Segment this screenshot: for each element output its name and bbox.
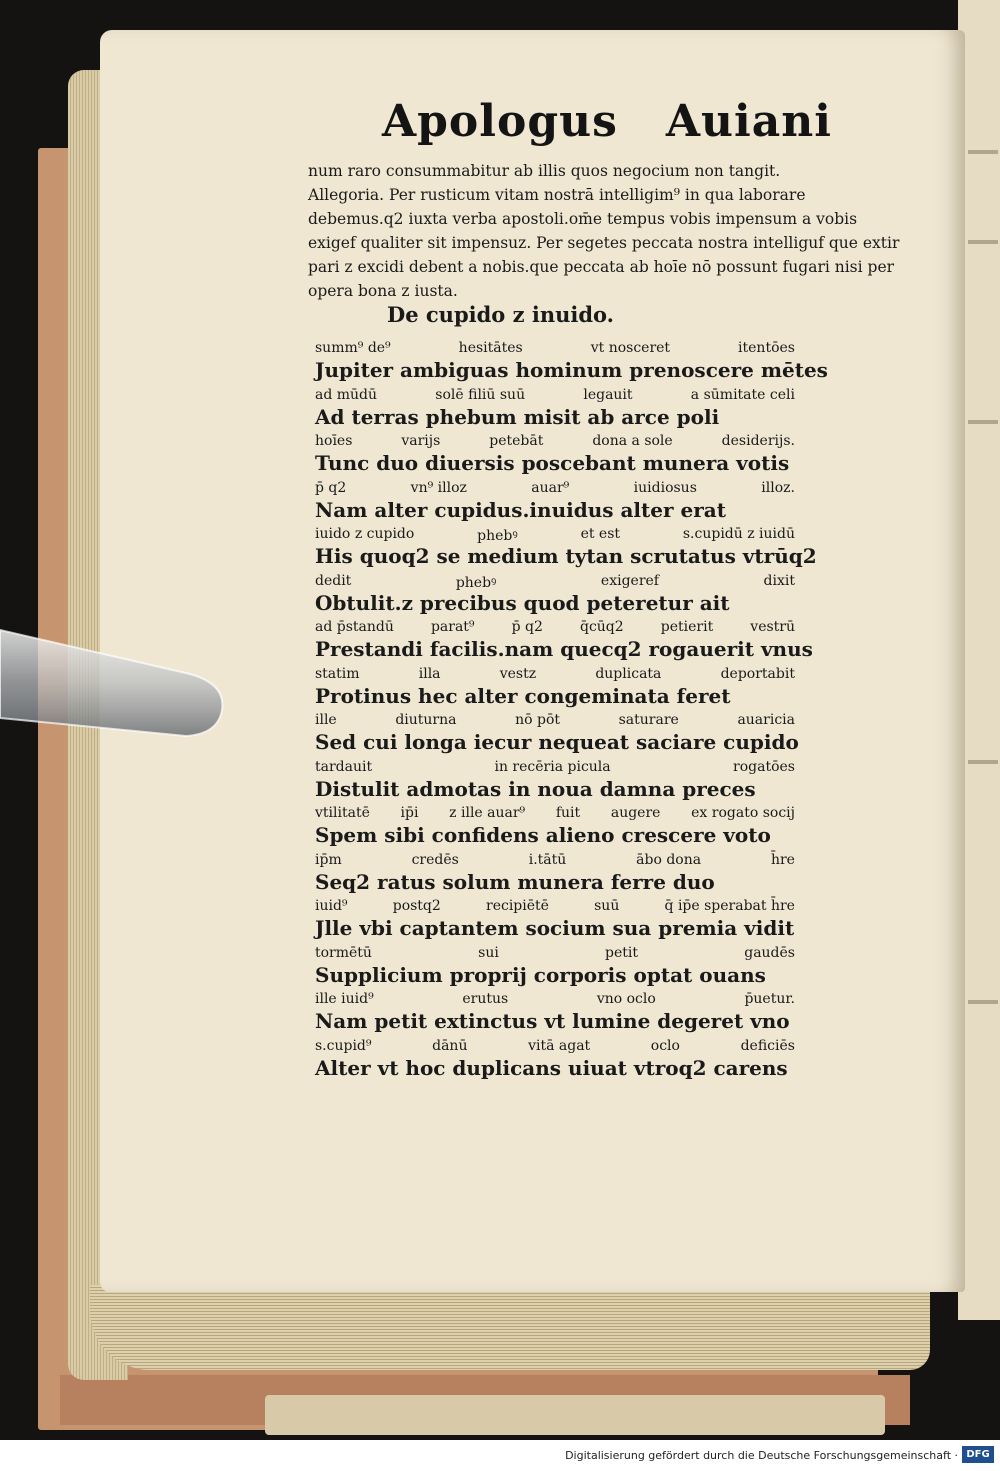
gloss-word: hesitātes — [458, 340, 523, 356]
verse-line: Jlle vbi captantem socium sua premia vidit — [315, 916, 795, 940]
gloss-word: ille — [315, 712, 337, 728]
verse-line: Nam petit extinctus vt lumine degeret vno — [315, 1009, 790, 1033]
gloss-word: deportabit — [720, 665, 795, 682]
gloss-word: credēs — [411, 851, 459, 868]
gloss-word: exigeref — [600, 572, 659, 589]
gloss-word: p̄uetur. — [744, 991, 795, 1007]
spine-tail-band — [265, 1395, 885, 1435]
gloss-word: ex rogato socij — [691, 805, 795, 821]
gloss-line — [315, 480, 795, 496]
gloss-word: erutus — [462, 991, 509, 1007]
verse-line: His quoq2 se medium tytan scrutatus vtrūq2 — [315, 544, 817, 568]
running-head-word: Apologus — [382, 96, 618, 147]
facing-page-text-fragment — [968, 150, 998, 154]
gloss-word: vt nosceret — [590, 340, 671, 356]
gloss-line — [315, 1038, 795, 1054]
gloss-word: phebꝰ — [455, 574, 497, 591]
gloss-word: dona a sole — [592, 433, 673, 449]
verse-line: Jupiter ambiguas hominum prenoscere mētes — [315, 358, 828, 382]
prose-line: debemus.q2 iuxta verba apostoli.om̄e tempus vobis impensum a vobis — [308, 210, 858, 228]
gloss-line — [315, 759, 795, 775]
gloss-word: iuid⁹ — [315, 898, 348, 914]
gloss-word: nō pōt — [515, 712, 561, 728]
gloss-word: dānū — [432, 1037, 468, 1054]
verse-line: Prestandi facilis.nam quecq2 rogauerit vnus — [315, 637, 813, 661]
gloss-line — [315, 666, 795, 682]
gloss-word: saturare — [618, 712, 679, 728]
gloss-word: in recēria picula — [494, 758, 611, 775]
gloss-word: ad mūdū — [315, 386, 378, 403]
gloss-word: suū — [594, 898, 620, 914]
gloss-word: ip̄i — [400, 805, 419, 821]
facing-page-text-fragment — [968, 1000, 998, 1004]
gloss-word: diuturna — [395, 712, 457, 728]
gloss-word: illa — [418, 665, 441, 682]
gloss-word: q̄cūq2 — [579, 619, 624, 635]
gloss-word: solē filiū suū — [435, 386, 526, 403]
gloss-line — [315, 945, 795, 961]
gloss-word: ille iuid⁹ — [315, 991, 374, 1007]
verse-line: Protinus hec alter congeminata feret — [315, 683, 731, 708]
gloss-word: vitā agat — [528, 1037, 591, 1054]
gloss-line — [315, 805, 795, 821]
gloss-word: dixit — [763, 572, 795, 589]
gloss-line — [315, 526, 795, 545]
facing-page-text-fragment — [968, 760, 998, 764]
gloss-word: statim — [315, 665, 360, 682]
gloss-line — [315, 387, 795, 403]
running-head — [382, 96, 832, 156]
gloss-word: tardauit — [315, 758, 373, 775]
gloss-word: s.cupid⁹ — [315, 1037, 372, 1054]
gloss-word: auaricia — [737, 712, 795, 728]
prose-line: exigef qualiter sit impensuz. Per segetes peccata nostra intelliguf que extir — [308, 234, 900, 252]
dfg-logo: DFG — [962, 1446, 994, 1463]
gloss-word: s.cupidū z iuidū — [682, 526, 795, 542]
prose-line: opera bona z iusta. — [308, 282, 458, 300]
gloss-word: p̄ q2 — [315, 479, 347, 496]
funding-credit: Digitalisierung gefördert durch die Deutsche Forschungsgemeinschaft · — [565, 1449, 958, 1462]
verse-line: Nam alter cupidus.inuidus alter erat — [315, 497, 726, 522]
gloss-word: iuidiosus — [633, 479, 697, 496]
verse-line: Obtulit.z precibus quod peteretur ait — [315, 590, 730, 615]
gloss-word: a sūmitate celi — [690, 386, 795, 403]
gloss-word: vtilitatē — [315, 805, 370, 821]
verse-line: Tunc duo diuersis poscebant munera votis — [315, 451, 790, 475]
prose-line: num raro consummabitur ab illis quos negocium non tangit. — [308, 162, 781, 180]
gloss-word: petierit — [660, 619, 714, 635]
gloss-word: iuido z cupido — [315, 526, 415, 542]
verse-line: Sed cui longa iecur nequeat saciare cupido — [315, 730, 799, 754]
gloss-word: petit — [605, 944, 639, 961]
gloss-word: hoīes — [315, 433, 353, 449]
gloss-line — [315, 852, 795, 868]
gloss-word: phebꝰ — [477, 528, 518, 544]
gloss-word: legauit — [583, 386, 633, 403]
gloss-line — [315, 991, 795, 1007]
page-edges-bottom — [90, 1285, 930, 1370]
gloss-word: ābo dona — [636, 851, 702, 868]
gloss-word: ip̄m — [315, 851, 342, 868]
running-head-word: Auiani — [665, 96, 832, 147]
gloss-word: duplicata — [595, 665, 662, 682]
gloss-word: deficiēs — [740, 1037, 795, 1054]
verse-line: Ad terras phebum misit ab arce poli — [315, 404, 720, 429]
gloss-word: fuit — [555, 805, 581, 821]
gloss-word: rogatōes — [733, 758, 795, 775]
verse-line: Distulit admotas in noua damna preces — [315, 776, 756, 801]
gloss-word: vno oclo — [596, 991, 656, 1007]
gloss-word: p̄ q2 — [511, 619, 543, 635]
gloss-word: illoz. — [761, 479, 795, 496]
gloss-word: summ⁹ de⁹ — [315, 340, 391, 356]
gloss-line — [315, 898, 795, 914]
gloss-word: augere — [610, 805, 661, 821]
gloss-word: et est — [580, 526, 621, 542]
gloss-word: desiderijs. — [721, 433, 795, 449]
gloss-word: dedit — [315, 572, 352, 589]
gloss-word: gaudēs — [744, 944, 795, 961]
gloss-word: i.tātū — [528, 851, 567, 868]
gloss-line — [315, 573, 795, 592]
gloss-word: tormētū — [315, 944, 372, 961]
gloss-word: petebāt — [489, 433, 544, 449]
gloss-word: oclo — [650, 1037, 680, 1054]
verse-line: Alter vt hoc duplicans uiuat vtroq2 carens — [315, 1055, 788, 1080]
gloss-line — [315, 433, 795, 449]
gloss-word: h̄re — [770, 851, 795, 868]
facing-page-text-fragment — [968, 240, 998, 244]
gloss-word: vn⁹ illoz — [410, 479, 467, 496]
gloss-word: postq2 — [392, 898, 441, 914]
gloss-line — [315, 712, 795, 728]
gloss-line — [315, 340, 795, 356]
gloss-word: z ille auar⁹ — [449, 805, 526, 821]
gloss-word: q̄ ip̄e sperabat h̄re — [664, 898, 795, 914]
gloss-word: itentōes — [738, 340, 795, 356]
glass-ruler — [0, 622, 230, 740]
prose-line: pari z excidi debent a nobis.que peccata ab hoīe nō possunt fugari nisi per — [308, 258, 895, 276]
gloss-word: ad p̄standū — [315, 619, 394, 635]
gloss-word: vestz — [499, 665, 537, 682]
gloss-line — [315, 619, 795, 635]
prose-line: Allegoria. Per rusticum vitam nostrā intelligim⁹ in qua laborare — [308, 186, 806, 204]
gloss-word: sui — [478, 944, 499, 961]
gloss-word: auar⁹ — [531, 479, 570, 496]
verse-line: Spem sibi confidens alieno crescere voto — [315, 823, 771, 847]
footer-bar — [0, 1440, 1000, 1471]
gloss-word: recipiētē — [486, 898, 549, 914]
gloss-word: parat⁹ — [430, 619, 475, 635]
gloss-word: vestrū — [750, 619, 795, 635]
verse-line: Supplicium proprij corporis optat ouans — [315, 962, 766, 987]
gloss-word: varijs — [401, 433, 441, 449]
section-heading: De cupido z inuido. — [387, 302, 614, 327]
verse-line: Seq2 ratus solum munera ferre duo — [315, 869, 715, 894]
facing-page-text-fragment — [968, 420, 998, 424]
